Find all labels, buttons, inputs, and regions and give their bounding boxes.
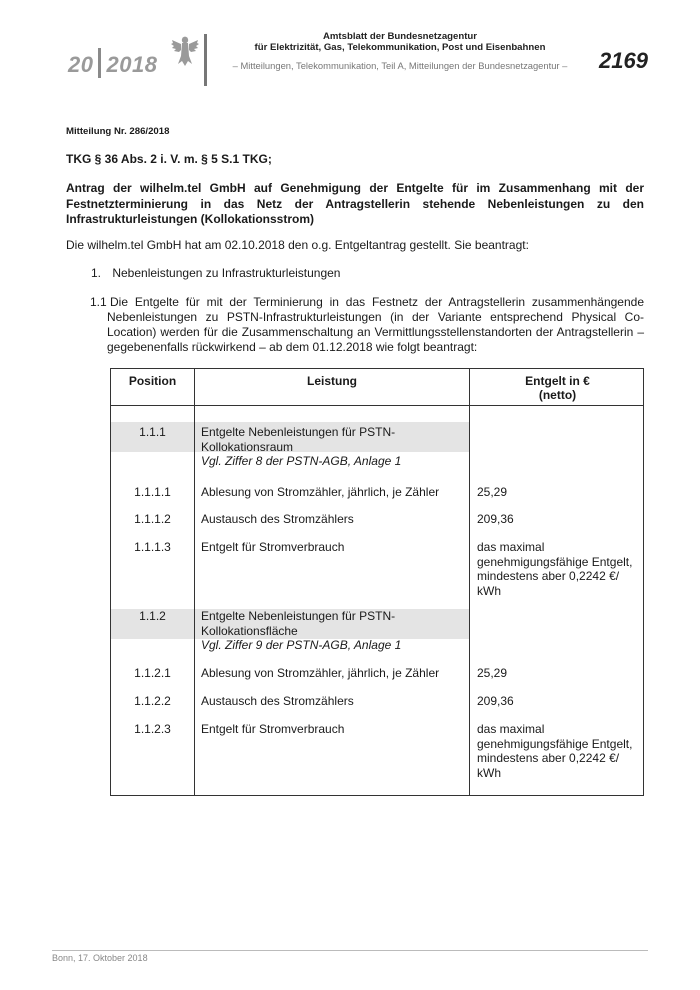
- row-position: 1.1.1.2: [134, 512, 171, 526]
- application-heading: Antrag der wilhelm.tel GmbH auf Genehmigung der Entgelte für im Zusammenhang mit der Festnetzterminierung in das Netz der Antragstellerin stehende Nebenleistungen zu den Infrastrukturleistungen (Kollokationsstrom): [66, 181, 644, 226]
- issue-number: 20: [68, 52, 94, 77]
- header-row-divider: [111, 405, 643, 406]
- row-leistung: Austausch des Stromzählers: [201, 512, 354, 526]
- column-header-leistung: Leistung: [307, 374, 357, 388]
- section-title: Entgelte Nebenleistungen für PSTN-Kollokationsfläche: [201, 609, 396, 638]
- row-entgelt: das maximal genehmigungsfähige Entgelt, mindestens aber 0,2242 €/ kWh: [477, 540, 633, 598]
- row-position: 1.1.1.1: [134, 485, 171, 499]
- issue-label: [68, 48, 157, 78]
- journal-title: Amtsblatt der Bundesnetzagentur: [322, 31, 478, 42]
- row-position: 1.1.2.1: [134, 666, 171, 680]
- row-leistung: Entgelt für Stromverbrauch: [201, 722, 345, 736]
- list-item-1-1-text: Die Entgelte für mit der Terminierung in das Festnetz der Antragstellerin zusammenhängende Nebenleistungen zu PSTN-Infrastrukturleistungen (in der Variante entsprechend Physical Co-Location) werden für die Zusammenschaltung an Vermittlungsstellenstandorten der Antragstellerin – gegebenenfalls rückwirkend – ab dem 01.12.2018 wie folgt beantragt:: [107, 295, 644, 354]
- row-leistung: Ablesung von Stromzähler, jährlich, je Zähler: [201, 666, 440, 680]
- row-leistung: Austausch des Stromzählers: [201, 694, 354, 708]
- federal-eagle-icon: [170, 34, 200, 68]
- row-entgelt: 209,36: [477, 694, 514, 708]
- footer-date: Bonn, 17. Oktober 2018: [52, 953, 148, 963]
- row-entgelt: 25,29: [477, 666, 508, 680]
- row-position: 1.1.2.3: [134, 722, 171, 736]
- column-header-position: Position: [128, 374, 177, 388]
- footer-divider: [52, 950, 648, 951]
- row-leistung: Ablesung von Stromzähler, jährlich, je Zähler: [201, 485, 440, 499]
- section-reference: Vgl. Ziffer 9 der PSTN-AGB, Anlage 1: [201, 638, 402, 652]
- list-item-1-text: Nebenleistungen zu Infrastrukturleistungen: [112, 266, 341, 280]
- column-divider: [469, 369, 470, 795]
- column-header-entgelt: Entgelt in € (netto): [525, 374, 590, 402]
- row-entgelt: 209,36: [477, 512, 514, 526]
- law-reference: TKG § 36 Abs. 2 i. V. m. § 5 S.1 TKG;: [66, 152, 272, 166]
- list-item-1: [91, 266, 340, 280]
- list-item-1-1-number: 1.1: [90, 295, 107, 309]
- row-entgelt: 25,29: [477, 485, 508, 499]
- list-item-1-1: [90, 295, 644, 355]
- row-leistung: Entgelt für Stromverbrauch: [201, 540, 345, 554]
- list-item-1-number: 1.: [91, 266, 102, 280]
- issue-year: 2018: [106, 52, 158, 77]
- intro-paragraph: Die wilhelm.tel GmbH hat am 02.10.2018 den o.g. Entgeltantrag gestellt. Sie beantragt:: [66, 238, 529, 252]
- section-title: Entgelte Nebenleistungen für PSTN-Kollokationsraum: [201, 425, 396, 454]
- row-position: 1.1.2.2: [134, 694, 171, 708]
- mitteilung-number: Mitteilung Nr. 286/2018: [66, 126, 170, 137]
- row-position: 1.1.1.3: [134, 540, 171, 554]
- issue-divider: [98, 48, 101, 78]
- fee-table: [110, 368, 644, 796]
- header-divider: [204, 34, 207, 86]
- row-entgelt: das maximal genehmigungsfähige Entgelt, mindestens aber 0,2242 €/ kWh: [477, 722, 633, 780]
- section-position: 1.1.1: [139, 425, 166, 439]
- section-reference: Vgl. Ziffer 8 der PSTN-AGB, Anlage 1: [201, 454, 402, 468]
- journal-subtitle: – Mitteilungen, Telekommunikation, Teil A, Mitteilungen der Bundesnetzagentur –: [232, 60, 568, 71]
- journal-title-line2: für Elektrizität, Gas, Telekommunikation, Post und Eisenbahnen: [254, 42, 546, 53]
- page-number: 2169: [599, 48, 648, 73]
- section-position: 1.1.2: [139, 609, 166, 623]
